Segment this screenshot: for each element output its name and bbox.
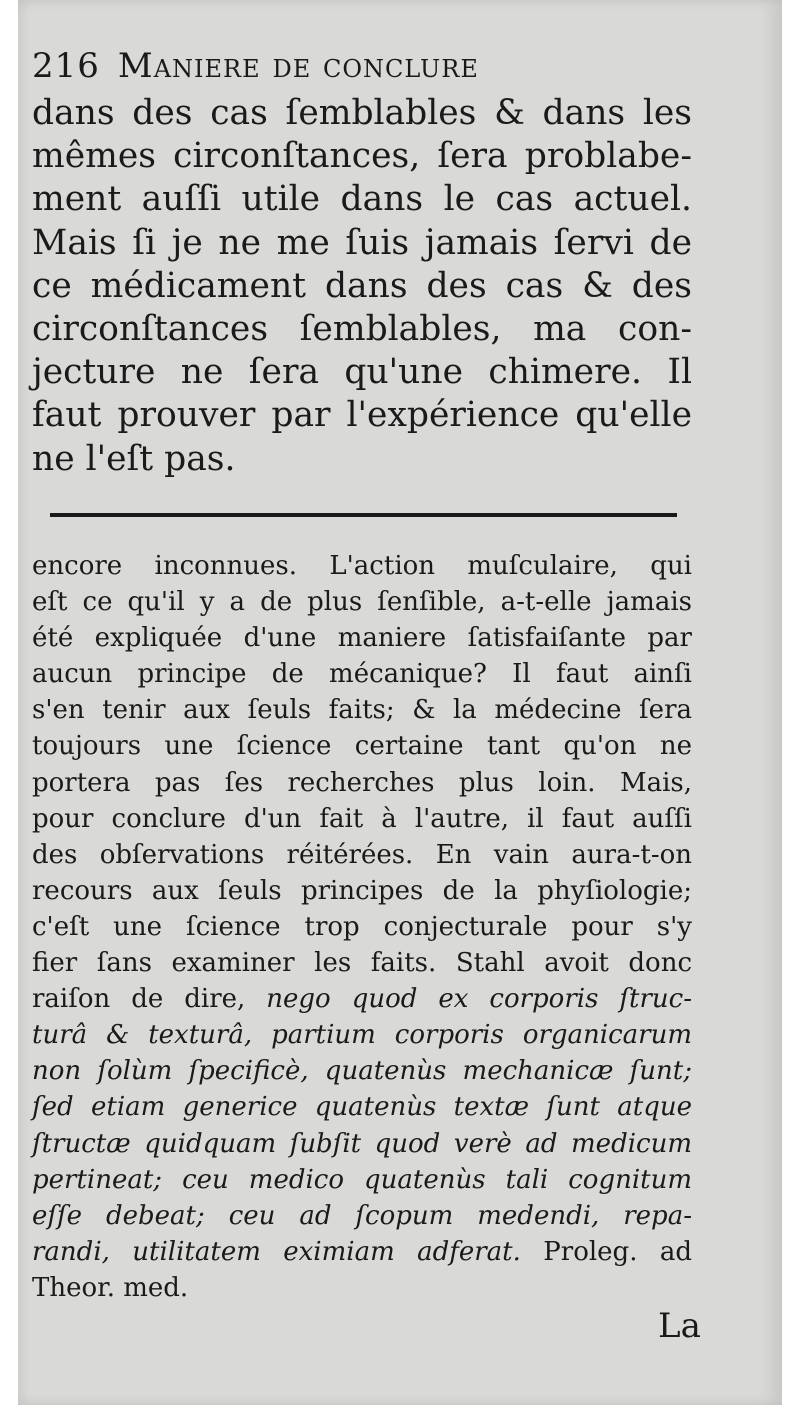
- footnote-line-italic: [32, 1089, 692, 1125]
- main-line: Mais ſi je ne me ſuis jamais ſervi de: [32, 222, 692, 263]
- footnote-line: recours aux ſeuls principes de la phyſiologie;: [32, 875, 692, 906]
- main-line: dans des cas ſemblables & dans les: [32, 93, 692, 133]
- footnote-line: été expliquée d'une maniere ſatisfaiſante par: [32, 623, 692, 654]
- latin-quote-text: pertineat; ceu medico quatenùs tali cognitum: [32, 1164, 692, 1195]
- page-edge: [782, 0, 800, 1405]
- footnote-line: toujours une ſcience certaine tant qu'on ne: [32, 731, 692, 762]
- latin-quote-text: ſed etiam generice quatenùs textæ ſunt atque: [32, 1092, 692, 1123]
- footnote-line: portera pas ſes recherches plus loin. Mais,: [32, 767, 692, 798]
- running-head: [32, 44, 692, 88]
- citation-line: Theor. med.: [32, 1272, 189, 1303]
- footnote-line: pour conclure d'un fait à l'autre, il faut auſſi: [32, 803, 692, 834]
- page-number: 216: [32, 46, 100, 86]
- citation-text: Proleg. ad: [520, 1236, 692, 1267]
- footnote-line-italic: [32, 1053, 692, 1089]
- footnote-line-mixed: [32, 981, 692, 1017]
- footnote-line: c'eſt une ſcience trop conjecturale pour s'y: [32, 911, 692, 942]
- latin-quote-text: turâ & texturâ, partium corporis organicarum: [32, 1020, 692, 1051]
- main-line: jecture ne ſera qu'une chimere. Il: [32, 352, 692, 393]
- footnote-line-italic: [32, 1126, 692, 1162]
- latin-quote-text: non ſolùm ſpecificè, quatenùs mechanicæ ſunt;: [32, 1056, 692, 1087]
- latin-quote-text: ſtructæ quidquam ſubſit quod verè ad medicum: [32, 1128, 692, 1159]
- footnote-line: s'en tenir aux ſeuls faits; & la médecine ſera: [32, 695, 692, 726]
- footnote-line: fier ſans examiner les faits. Stahl avoit donc: [32, 948, 692, 979]
- latin-quote-text: nego quod ex corporis ſtruc-: [266, 984, 692, 1015]
- footnote-line: aucun principe de mécanique? Il faut ainſi: [32, 659, 692, 690]
- latin-quote-text: eſſe debeat; ceu ad ſcopum medendi, repa-: [32, 1200, 692, 1231]
- footnote-rule: [50, 513, 677, 517]
- footnote-line: des obſervations réitérées. En vain aura-t-on: [32, 839, 692, 870]
- footnote-line-italic: [32, 1198, 692, 1234]
- footnote-line-italic: [32, 1017, 692, 1053]
- footnote-line-italic: [32, 1162, 692, 1198]
- main-line: faut prouver par l'expérience qu'elle: [32, 395, 692, 436]
- main-line: ce médicament dans des cas & des: [32, 265, 692, 306]
- main-line: ne l'eſt pas.: [32, 438, 236, 479]
- footnote-block: [32, 548, 692, 1306]
- footnote-line: eſt ce qu'il y a de plus ſenſible, a-t-elle jamais: [32, 587, 692, 618]
- main-line: circonſtances ſemblables, ma con-: [32, 308, 692, 349]
- main-line: ment auſſi utile dans le cas actuel.: [32, 179, 692, 220]
- footnote-line-mixed: [32, 1234, 692, 1270]
- main-paragraph: [32, 92, 692, 481]
- footnote-roman-text: raiſon de dire,: [32, 984, 267, 1015]
- catchword: La: [658, 1306, 701, 1346]
- main-line: mêmes circonſtances, ſera problabe-: [32, 136, 692, 177]
- footnote-line: encore inconnues. L'action muſculaire, qui: [32, 551, 692, 581]
- latin-quote-text: randi, utilitatem eximiam adferat.: [32, 1236, 521, 1267]
- running-head-title: Maniere de conclure: [117, 46, 479, 86]
